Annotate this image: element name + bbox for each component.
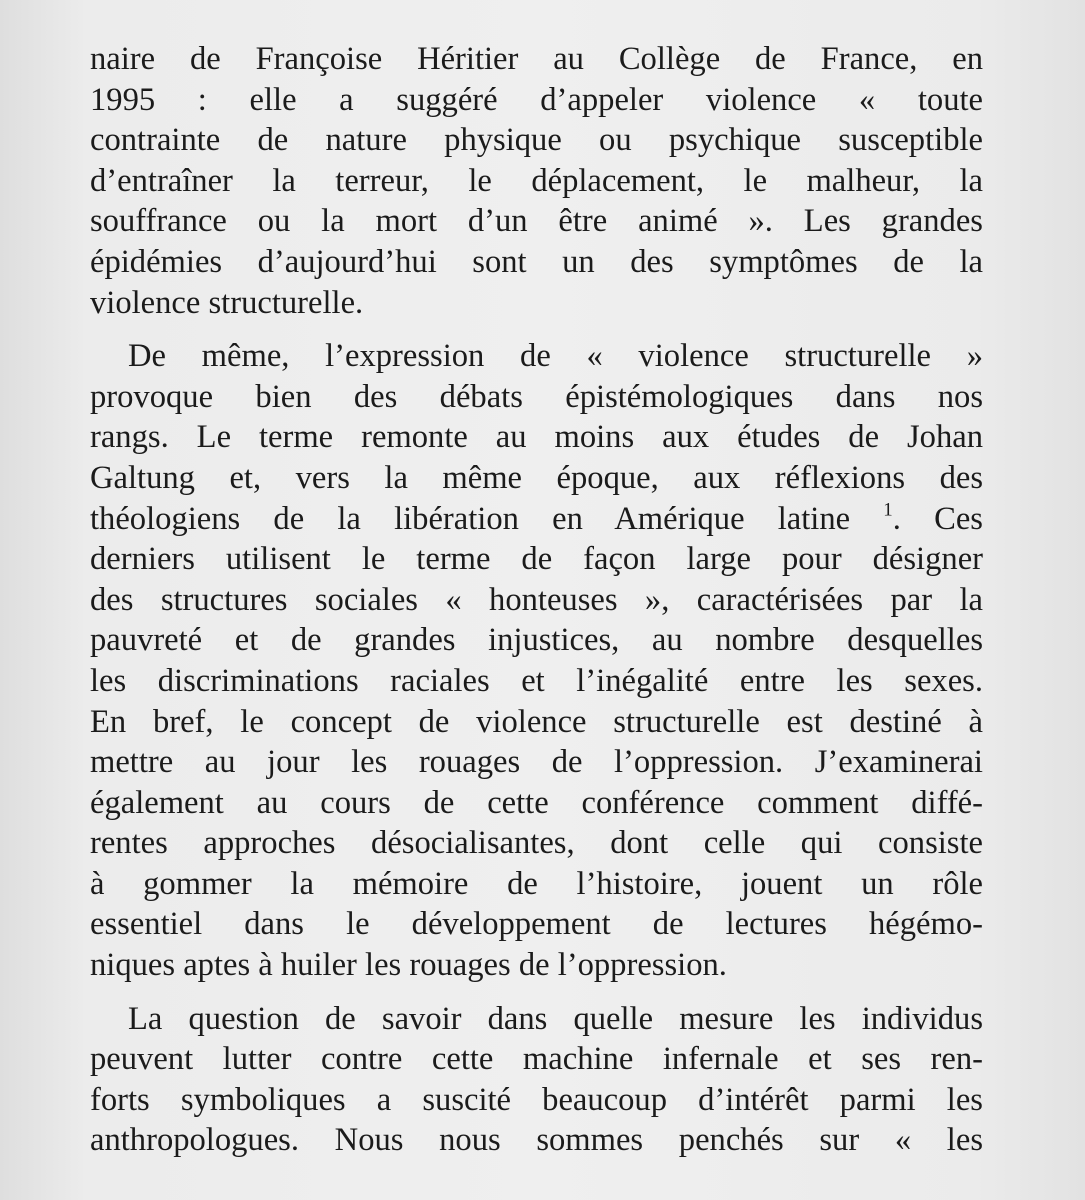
- text-line: contrainte de nature physique ou psychique susceptible: [90, 122, 983, 159]
- text-line: forts symboliques a suscité beaucoup d’intérêt parmi les: [90, 1081, 983, 1118]
- text-line: niques aptes à huiler les rouages de l’oppression.: [90, 947, 727, 984]
- text-segment: théologiens de la libération en Amérique latine: [90, 500, 851, 537]
- text-line: souffrance ou la mort d’un être animé ». Les grandes: [90, 203, 983, 240]
- paragraph-1: [90, 39, 983, 323]
- paragraph-spacer: [90, 986, 983, 999]
- text-line: d’entraîner la terreur, le déplacement, le malheur, la: [90, 162, 983, 199]
- text-line: peuvent lutter contre cette machine infernale et ses ren-: [90, 1041, 983, 1078]
- text-line: 1995 : elle a suggéré d’appeler violence « toute: [90, 81, 983, 118]
- text-line: anthropologues. Nous nous sommes penchés sur « les: [90, 1122, 983, 1159]
- text-line: mettre au jour les rouages de l’oppression. J’examinerai: [90, 744, 983, 781]
- footnote-marker[interactable]: 1: [883, 498, 893, 520]
- text-line: Galtung et, vers la même époque, aux réflexions des: [90, 459, 983, 496]
- body-text: [90, 39, 983, 1161]
- text-line: des structures sociales « honteuses », caractérisées par la: [90, 581, 983, 618]
- text-segment: . Ces: [892, 500, 983, 537]
- text-line: essentiel dans le développement de lectures hégémo-: [90, 906, 983, 943]
- text-line: provoque bien des débats épistémologiques dans nos: [90, 378, 983, 415]
- text-line: les discriminations raciales et l’inégalité entre les sexes.: [90, 662, 983, 699]
- text-line: violence structurelle.: [90, 284, 364, 321]
- text-line: rentes approches désocialisantes, dont celle qui consiste: [90, 825, 983, 862]
- text-line-with-footnote: [90, 499, 983, 540]
- text-line: épidémies d’aujourd’hui sont un des symptômes de la: [90, 243, 983, 280]
- paragraph-2: [90, 336, 983, 986]
- text-line: De même, l’expression de « violence structurelle »: [128, 338, 983, 375]
- paragraph-3: [90, 999, 983, 1161]
- text-line: derniers utilisent le terme de façon large pour désigner: [90, 541, 983, 578]
- text-line: La question de savoir dans quelle mesure les individus: [128, 1000, 983, 1037]
- text-line: rangs. Le terme remonte au moins aux études de Johan: [90, 419, 983, 456]
- text-line: naire de Françoise Héritier au Collège de France, en: [90, 41, 983, 77]
- paragraph-spacer: [90, 323, 983, 336]
- text-line: En bref, le concept de violence structurelle est destiné à: [90, 703, 983, 740]
- text-line: également au cours de cette conférence comment diffé-: [90, 784, 983, 821]
- text-line: à gommer la mémoire de l’histoire, jouent un rôle: [90, 865, 983, 902]
- text-line: pauvreté et de grandes injustices, au nombre desquelles: [90, 622, 983, 659]
